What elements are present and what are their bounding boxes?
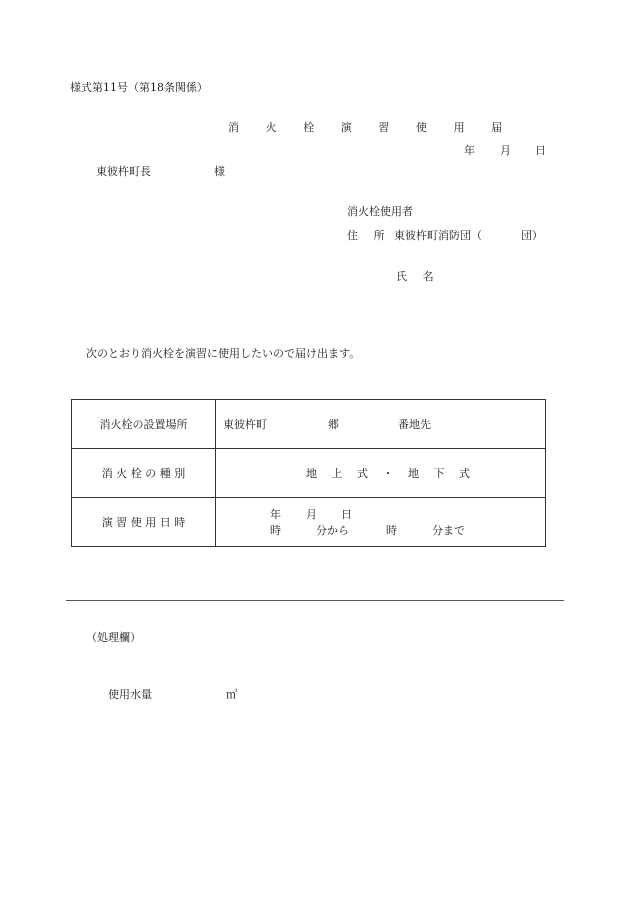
section-divider [66, 600, 564, 601]
applicant-address-label: 住 所 [347, 229, 391, 242]
table-row-type [72, 449, 546, 498]
table-row-location [72, 400, 546, 449]
location-label: 消火栓の設置場所 [99, 418, 188, 431]
water-usage-label: 使用水量 [108, 688, 152, 701]
type-value-cell [216, 449, 546, 498]
datetime-label: 演 習 使 用 日 時 [101, 516, 186, 529]
type-label-cell [72, 449, 216, 498]
addressee-name: 東彼杵町長 [96, 165, 151, 178]
location-label-cell [72, 400, 216, 449]
date-month: 月 [500, 144, 511, 157]
location-value-cell [216, 400, 546, 449]
water-usage-unit: ㎥ [226, 688, 237, 701]
addressee-honorific: 様 [214, 165, 225, 178]
application-table [71, 399, 546, 547]
datetime-year: 年 [270, 508, 281, 521]
applicant-address-suffix: 団） [521, 229, 543, 242]
location-district: 郷 [328, 418, 339, 431]
date-day: 日 [535, 144, 546, 157]
datetime-month: 月 [306, 508, 317, 521]
applicant-heading: 消火栓使用者 [347, 205, 413, 218]
location-lot: 番地先 [398, 418, 431, 431]
processing-heading: （処理欄） [86, 631, 141, 644]
datetime-minute-from: 分から [316, 524, 349, 537]
datetime-hour-from: 時 [270, 524, 281, 537]
location-town: 東彼杵町 [223, 418, 267, 431]
table-row-datetime [72, 498, 546, 547]
datetime-minute-to: 分まで [432, 524, 465, 537]
form-number: 様式第11号（第18条関係） [70, 81, 208, 94]
datetime-hour-to: 時 [386, 524, 397, 537]
statement-text: 次のとおり消火栓を演習に使用したいので届け出ます。 [86, 347, 361, 360]
date-year: 年 [464, 144, 475, 157]
document-title: 消 火 栓 演 習 使 用 届 [228, 121, 514, 134]
applicant-name-label: 氏 名 [396, 270, 440, 283]
datetime-label-cell [72, 498, 216, 547]
datetime-day: 日 [341, 508, 352, 521]
type-label: 消 火 栓 の 種 別 [101, 467, 186, 480]
datetime-value-cell [216, 498, 546, 547]
type-options: 地 上 式 ・ 地 下 式 [306, 467, 476, 480]
applicant-address-value: 東彼杵町消防団（ [394, 229, 482, 242]
